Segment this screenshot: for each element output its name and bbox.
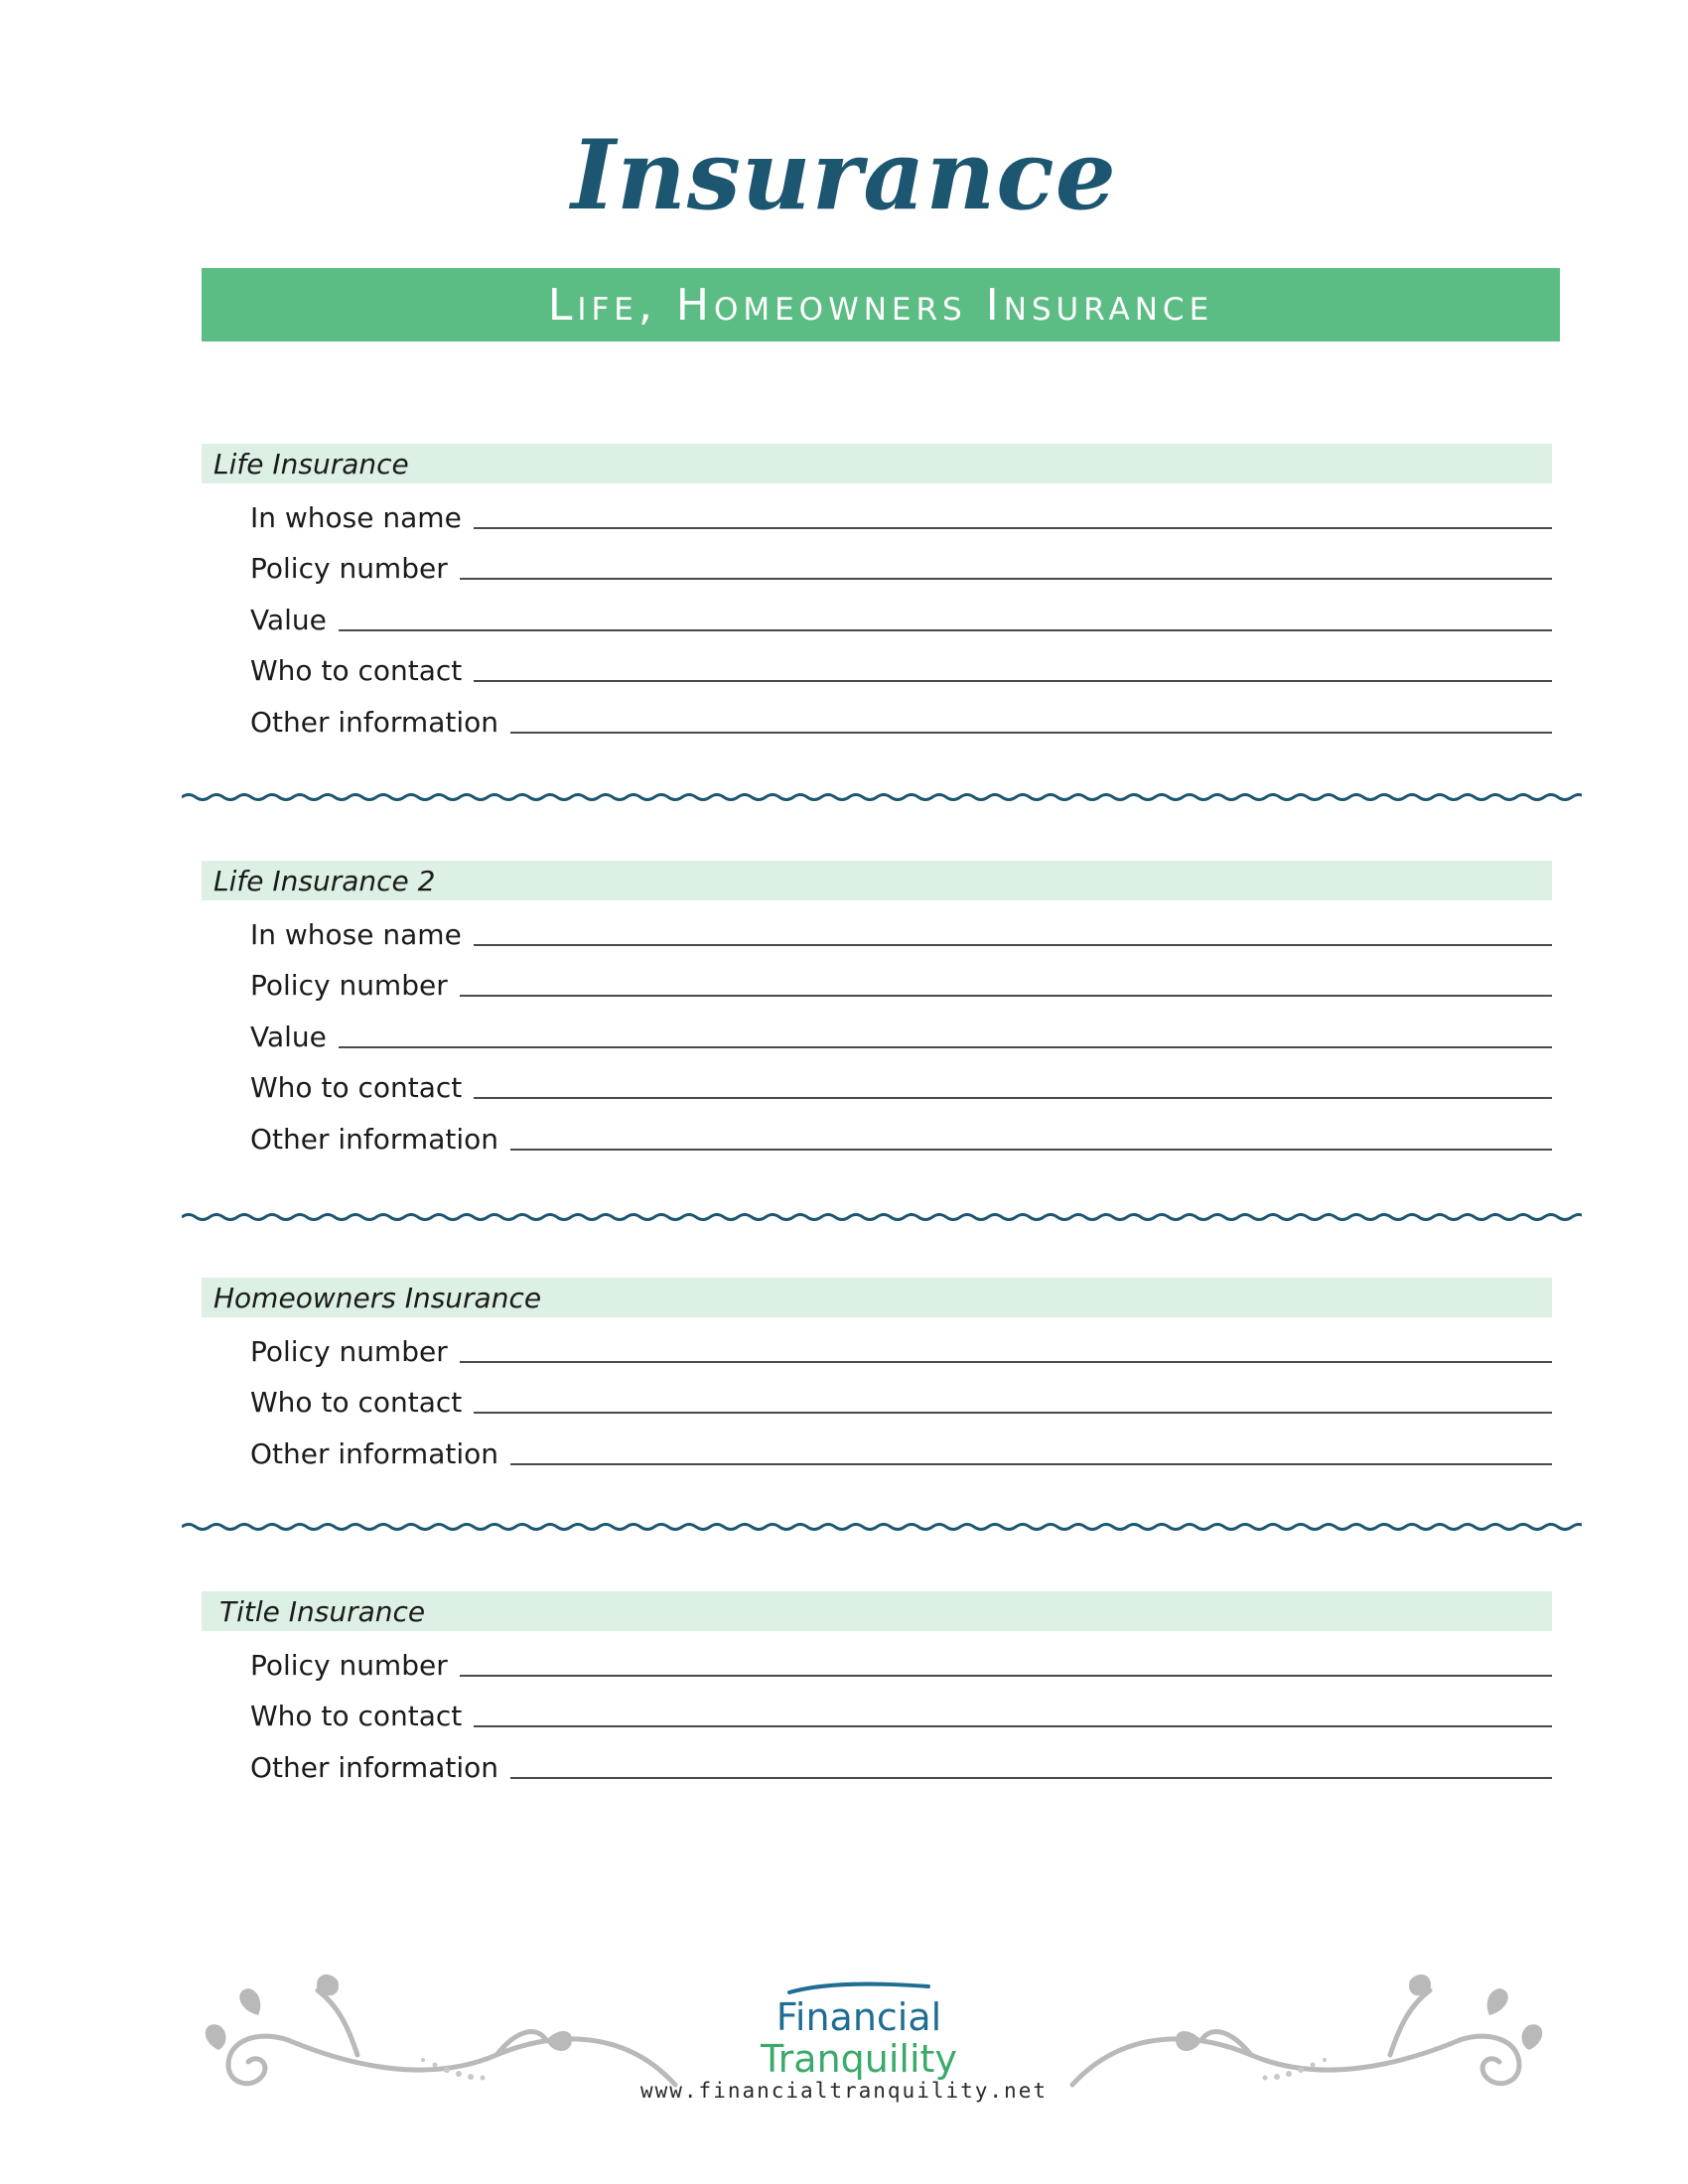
field-label: Policy number — [250, 1648, 448, 1682]
banner-text: Life, Homeowners Insurance — [547, 279, 1214, 331]
fill-in-line[interactable] — [460, 1361, 1552, 1363]
field-row — [202, 1054, 1552, 1106]
field-label: Policy number — [250, 969, 448, 1002]
field-row — [202, 952, 1552, 1004]
field-row — [202, 535, 1552, 587]
field-row — [202, 1631, 1552, 1683]
field-label: Value — [250, 603, 327, 636]
section-heading: Life Insurance — [202, 444, 1552, 483]
fill-in-line[interactable] — [510, 732, 1552, 734]
field-label: Who to contact — [250, 1700, 463, 1732]
field-row — [202, 586, 1552, 637]
field-label: In whose name — [250, 500, 462, 534]
fill-in-line[interactable] — [474, 1725, 1552, 1727]
website-url: www.financialtranquility.net — [639, 2079, 1048, 2103]
section-heading: Title Insurance — [202, 1591, 1552, 1631]
field-row — [202, 1420, 1552, 1471]
field-label: Value — [250, 1020, 327, 1053]
field-label: Other information — [250, 705, 499, 739]
fill-in-line[interactable] — [474, 1097, 1552, 1099]
fill-in-line[interactable] — [510, 1463, 1552, 1465]
fill-in-line[interactable] — [460, 1675, 1552, 1677]
field-row — [202, 1369, 1552, 1421]
logo-line-tranquility: Tranquility — [761, 2037, 957, 2081]
field-label: In whose name — [250, 917, 462, 951]
field-label: Other information — [250, 1750, 499, 1784]
field-label: Who to contact — [250, 1071, 463, 1104]
field-row — [202, 1317, 1552, 1369]
fill-in-line[interactable] — [460, 995, 1552, 997]
field-label: Who to contact — [250, 654, 463, 687]
fill-in-line[interactable] — [474, 680, 1552, 682]
fill-in-line[interactable] — [510, 1777, 1552, 1779]
fill-in-line[interactable] — [339, 1046, 1552, 1048]
section-banner — [202, 268, 1560, 341]
fill-in-line[interactable] — [474, 1412, 1552, 1414]
field-row — [202, 1003, 1552, 1054]
field-label: Other information — [250, 1436, 499, 1470]
field-row — [202, 900, 1552, 952]
wave-divider — [182, 789, 1582, 805]
page-title: Insurance — [571, 119, 1117, 231]
section-homeowners-insurance — [202, 1278, 1552, 1471]
field-row — [202, 688, 1552, 740]
logo-wave-icon — [784, 1980, 933, 1996]
field-row — [202, 1105, 1552, 1157]
section-title-insurance — [202, 1591, 1552, 1785]
field-row — [202, 483, 1552, 535]
field-row — [202, 1683, 1552, 1734]
fill-in-line[interactable] — [474, 944, 1552, 946]
field-label: Who to contact — [250, 1386, 463, 1419]
field-label: Policy number — [250, 1334, 448, 1368]
field-label: Other information — [250, 1122, 499, 1156]
section-life-insurance-2 — [202, 861, 1552, 1157]
fill-in-line[interactable] — [510, 1149, 1552, 1151]
wave-divider — [182, 1209, 1582, 1225]
section-heading: Homeowners Insurance — [202, 1278, 1552, 1317]
fill-in-line[interactable] — [460, 578, 1552, 580]
field-row — [202, 1733, 1552, 1785]
fill-in-line[interactable] — [339, 629, 1552, 631]
section-heading: Life Insurance 2 — [202, 861, 1552, 900]
section-life-insurance — [202, 444, 1552, 740]
financial-tranquility-logo — [745, 1980, 973, 2080]
wave-divider — [182, 1519, 1582, 1535]
field-row — [202, 637, 1552, 689]
logo-line-financial: Financial — [775, 1995, 942, 2039]
field-label: Policy number — [250, 552, 448, 585]
fill-in-line[interactable] — [474, 527, 1552, 529]
